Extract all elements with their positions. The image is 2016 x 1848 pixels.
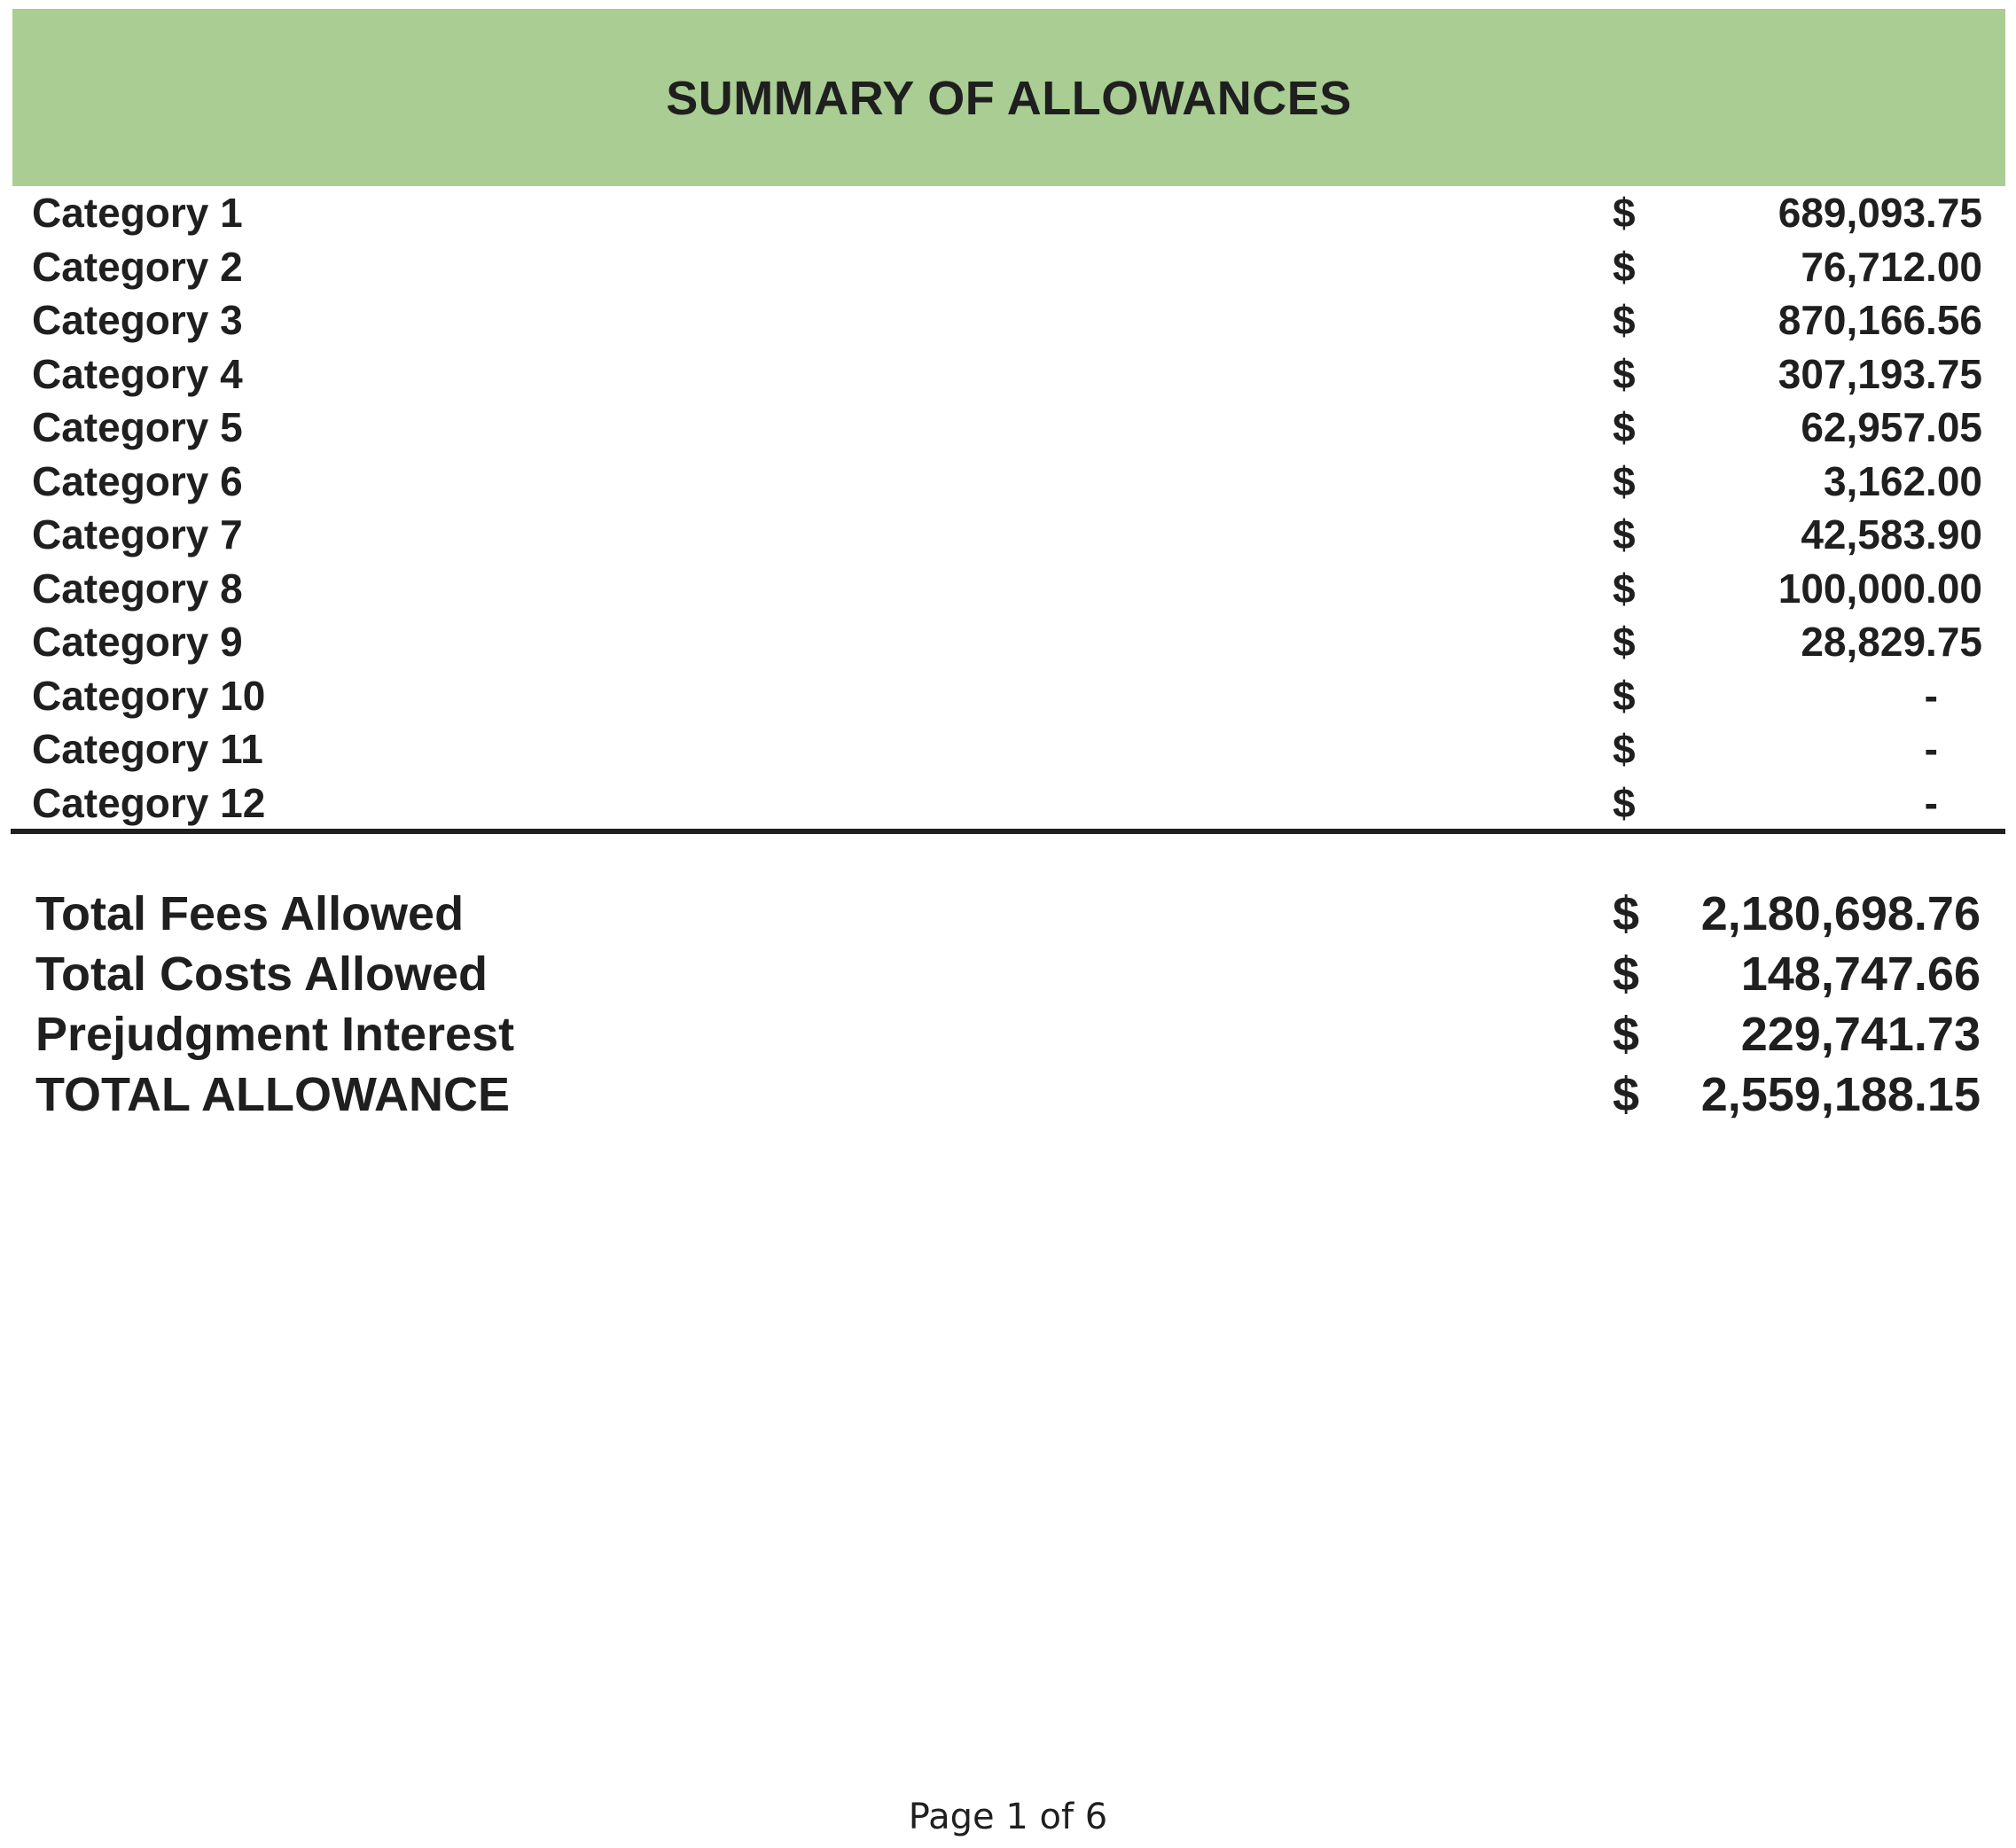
category-label: Category 11	[32, 726, 263, 772]
category-row	[0, 669, 2016, 723]
category-row	[0, 293, 2016, 347]
currency-symbol: $	[1613, 1008, 1640, 1061]
category-label: Category 10	[32, 672, 266, 719]
category-label: Category 8	[32, 565, 243, 612]
category-label: Category 12	[32, 779, 266, 826]
total-amount: 148,747.66	[1740, 947, 1981, 1001]
category-label: Category 5	[32, 404, 243, 450]
category-label: Category 1	[32, 190, 243, 236]
total-label: TOTAL ALLOWANCE	[35, 1068, 510, 1121]
currency-symbol: $	[1613, 619, 1636, 665]
total-row	[0, 945, 2016, 1005]
total-row	[0, 1065, 2016, 1126]
category-amount: 870,166.56	[1778, 297, 1982, 343]
total-row	[0, 1005, 2016, 1065]
header-band	[12, 9, 2005, 186]
currency-symbol: $	[1613, 726, 1636, 772]
category-row	[0, 186, 2016, 240]
category-label: Category 9	[32, 619, 243, 665]
total-label: Total Fees Allowed	[35, 887, 465, 940]
category-row	[0, 508, 2016, 562]
category-row	[0, 722, 2016, 776]
category-row	[0, 347, 2016, 402]
currency-symbol: $	[1613, 297, 1636, 343]
category-row	[0, 776, 2016, 830]
page-number: Page 1 of 6	[908, 1797, 1108, 1837]
category-amount: 3,162.00	[1823, 457, 1982, 504]
category-amount: 689,093.75	[1778, 190, 1982, 236]
currency-symbol: $	[1613, 350, 1636, 397]
currency-symbol: $	[1613, 887, 1640, 940]
currency-symbol: $	[1613, 190, 1636, 236]
category-amount: 42,583.90	[1801, 511, 1982, 558]
totals-list	[0, 885, 2016, 1126]
total-amount: 2,559,188.15	[1700, 1068, 1981, 1121]
category-amount: 307,193.75	[1778, 350, 1982, 397]
currency-symbol: $	[1613, 1068, 1640, 1121]
currency-symbol: $	[1613, 672, 1636, 719]
currency-symbol: $	[1613, 565, 1636, 612]
total-row	[0, 885, 2016, 945]
category-amount: 62,957.05	[1801, 404, 1982, 450]
total-amount: 2,180,698.76	[1700, 887, 1981, 940]
category-amount: 76,712.00	[1801, 243, 1982, 290]
category-row	[0, 240, 2016, 294]
total-label: Prejudgment Interest	[35, 1008, 515, 1061]
category-list	[0, 186, 2016, 830]
category-amount: -	[1924, 726, 1938, 772]
total-amount: 229,741.73	[1740, 1008, 1981, 1061]
category-amount: 100,000.00	[1778, 565, 1982, 612]
category-amount: -	[1924, 672, 1938, 719]
category-row	[0, 455, 2016, 509]
category-amount: 28,829.75	[1801, 619, 1982, 665]
category-row	[0, 562, 2016, 616]
currency-symbol: $	[1613, 779, 1636, 826]
category-label: Category 7	[32, 511, 243, 558]
category-label: Category 2	[32, 243, 243, 290]
category-label: Category 3	[32, 297, 243, 343]
currency-symbol: $	[1613, 947, 1640, 1001]
category-label: Category 4	[32, 350, 243, 397]
category-row	[0, 615, 2016, 669]
total-label: Total Costs Allowed	[35, 947, 488, 1001]
currency-symbol: $	[1613, 243, 1636, 290]
currency-symbol: $	[1613, 457, 1636, 504]
category-label: Category 6	[32, 457, 243, 504]
category-row	[0, 401, 2016, 455]
section-divider	[11, 829, 2005, 834]
page-title: SUMMARY OF ALLOWANCES	[666, 72, 1352, 125]
category-amount: -	[1924, 779, 1938, 826]
currency-symbol: $	[1613, 404, 1636, 450]
currency-symbol: $	[1613, 511, 1636, 558]
